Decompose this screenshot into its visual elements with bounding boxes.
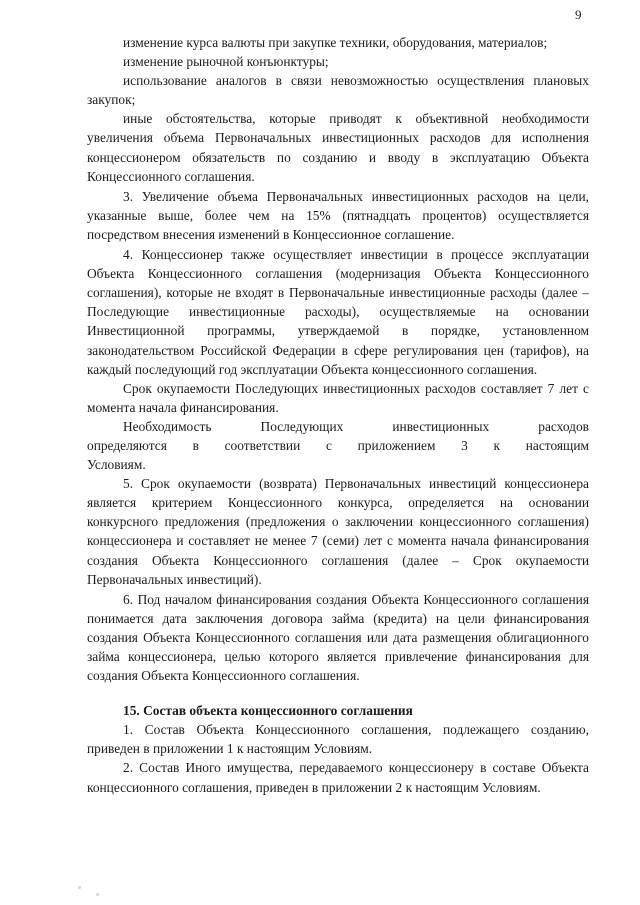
paragraph-other-circumstances: иные обстоятельства, которые приводят к объективной необходимости увеличения объема Первоначальных инвестиционных расходов для исполнения концессионером обязательств по созданию и вводу в эксплуатацию Объекта Концессионного соглашения.	[87, 111, 589, 184]
paragraph-market: изменение рыночной конъюнктуры;	[123, 54, 329, 70]
section-paragraph-2: 2. Состав Иного имущества, передаваемого концессионеру в составе Объекта концессионного соглашения, приведен в приложении 2 к настоящим Условиям.	[87, 760, 589, 795]
paragraph-payback-subsequent: Срок окупаемости Последующих инвестиционных расходов составляет 7 лет с момента начала финансирования.	[87, 380, 589, 415]
section-paragraph-1: 1. Состав Объекта Концессионного соглашения, подлежащего созданию, приведен в приложении 1 к настоящим Условиям.	[87, 722, 589, 757]
paragraph-clause-3: 3. Увеличение объема Первоначальных инвестиционных расходов на цели, указанные выше, более чем на 15% (пятнадцать процентов) осуществляется посредством внесения изменений в Концессионное соглашение.	[87, 188, 589, 242]
paragraph-clause-4: 4. Концессионер также осуществляет инвестиции в процессе эксплуатации Объекта Концессионного соглашения (модернизация Объекта Концессионного соглашения), которые не входят в Первоначальные инвестиционные расходы (далее – Последующие инвестиционные расходы), осуществляемые на основании Инвестиционной программы, утверждаемой в порядке, установленном законодательством Российской Федерации в сфере регулирования цен (тарифов), на каждый последующий год эксплуатации Объекта концессионного соглашения.	[87, 247, 589, 377]
paragraph-currency: изменение курса валюты при закупке техники, оборудования, материалов;	[123, 35, 548, 50]
scan-speck	[96, 893, 99, 896]
paragraph-analogs: использование аналогов в связи невозможностью осуществления плановых закупок;	[87, 73, 589, 108]
paragraph-clause-6: 6. Под началом финансирования создания Объекта Концессионного соглашения понимается дата заключения договора займа (кредита) на цели финансирования создания Объекта Концессионного соглашения или дата размещения облигационного займа концессионера, целью которого является привлечение финансирования для создания Объекта Концессионного соглашения.	[87, 591, 589, 684]
scan-speck	[78, 886, 81, 889]
section-heading: 15. Состав объекта концессионного соглашения	[123, 703, 413, 719]
page-number: 9	[575, 7, 582, 22]
page-body	[87, 33, 589, 797]
paragraph-necessity: Необходимость Последующих инвестиционных расходов определяются в соответствии с приложением 3 к настоящим Условиям.	[87, 418, 589, 473]
paragraph-clause-5: 5. Срок окупаемости (возврата) Первоначальных инвестиций концессионера является критерием Концессионного конкурса, определяется на основании конкурсного предложения (предложения о заключении концессионного соглашения) концессионера и составляет не менее 7 (семи) лет с момента начала финансирования создания Объекта Концессионного соглашения (далее – Срок окупаемости Первоначальных инвестиций).	[87, 476, 589, 587]
